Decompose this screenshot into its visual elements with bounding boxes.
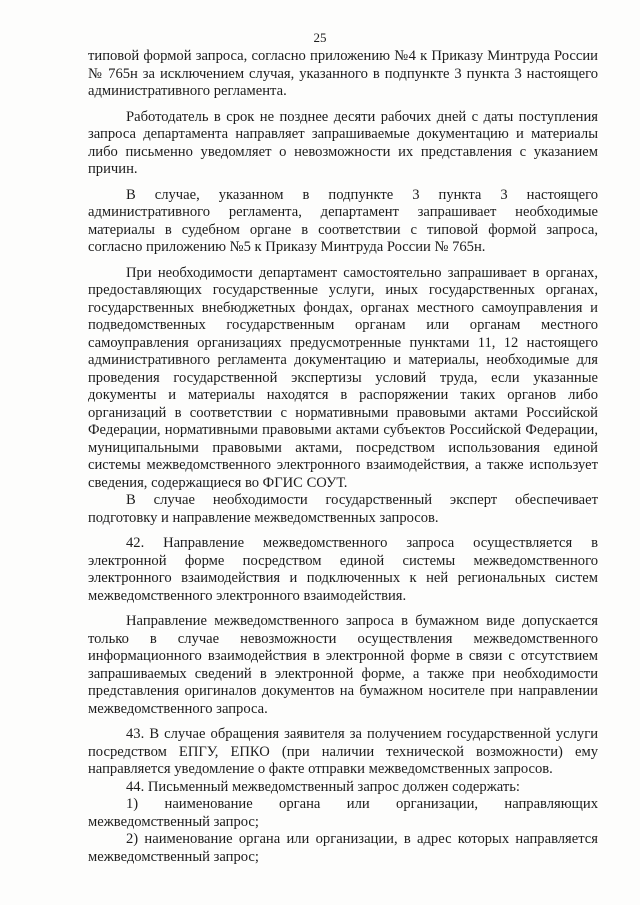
paragraph-paper-request: Направление межведомственного запроса в бумажном виде допускается только в случае невозможности осуществления межведомственного информационного взаимодействия в электронной форме в связи с отсутствием запрашиваемых сведений в электронной форме, а также при необходимости представления оригиналов документов на бумажном носителе при направлении межведомственного запроса.: [88, 613, 598, 717]
paragraph-request-form-continuation: типовой формой запроса, согласно приложению №4 к Приказу Минтруда России № 765н за исключением случая, указанного в подпункте 3 пункта 3 настоящего административного регламента.: [88, 48, 598, 99]
document-body: [88, 48, 598, 866]
page-number: 25: [313, 30, 327, 45]
paragraph-expert-requests: В случае необходимости государственный эксперт обеспечивает подготовку и направление межведомственных запросов.: [88, 492, 598, 526]
paragraph-item-44-1: 1) наименование органа или организации, направляющих межведомственный запрос;: [88, 796, 598, 830]
paragraph-item-42: 42. Направление межведомственного запроса осуществляется в электронной форме посредством единой системы межведомственного электронного взаимодействия и подключенных к ней региональных систем межведомственного электронного взаимодействия.: [88, 535, 598, 604]
paragraph-court-materials: В случае, указанном в подпункте 3 пункта 3 настоящего административного регламента, департамент запрашивает необходимые материалы в судебном органе в соответствии с типовой формой запроса, согласно приложению №5 к Приказу Минтруда России № 765н.: [88, 186, 598, 255]
paragraph-item-43: 43. В случае обращения заявителя за получением государственной услуги посредством ЕПГУ, ЕПКО (при наличии технической возможности) ему направляется уведомление о факте отправки межведомственных запросов.: [88, 726, 598, 777]
paragraph-item-44-2: 2) наименование органа или организации, в адрес которых направляется межведомственный запрос;: [88, 831, 598, 865]
paragraph-department-requests: При необходимости департамент самостоятельно запрашивает в органах, предоставляющих государственные услуги, иных государственных органах, государственных внебюджетных фондах, органах местного самоуправления и подведомственных государственным органам или органам местного самоуправления организациях предусмотренные пунктами 11, 12 настоящего административного регламента документацию и материалы, необходимые для проведения государственной экспертизы условий труда, если указанные документы и материалы находятся в распоряжении таких органов либо организаций в соответствии с нормативными правовыми актами Российской Федерации, нормативными правовыми актами субъектов Российской Федерации, муниципальными правовыми актами, посредством использования единой системы межведомственного электронного взаимодействия, а также использует сведения, содержащиеся во ФГИС СОУТ.: [88, 264, 598, 491]
paragraph-item-44: 44. Письменный межведомственный запрос должен содержать:: [126, 778, 520, 795]
paragraph-employer-deadline: Работодатель в срок не позднее десяти рабочих дней с даты поступления запроса департамента направляет запрашиваемые документацию и материалы либо письменно уведомляет о невозможности их представления с указанием причин.: [88, 108, 598, 177]
